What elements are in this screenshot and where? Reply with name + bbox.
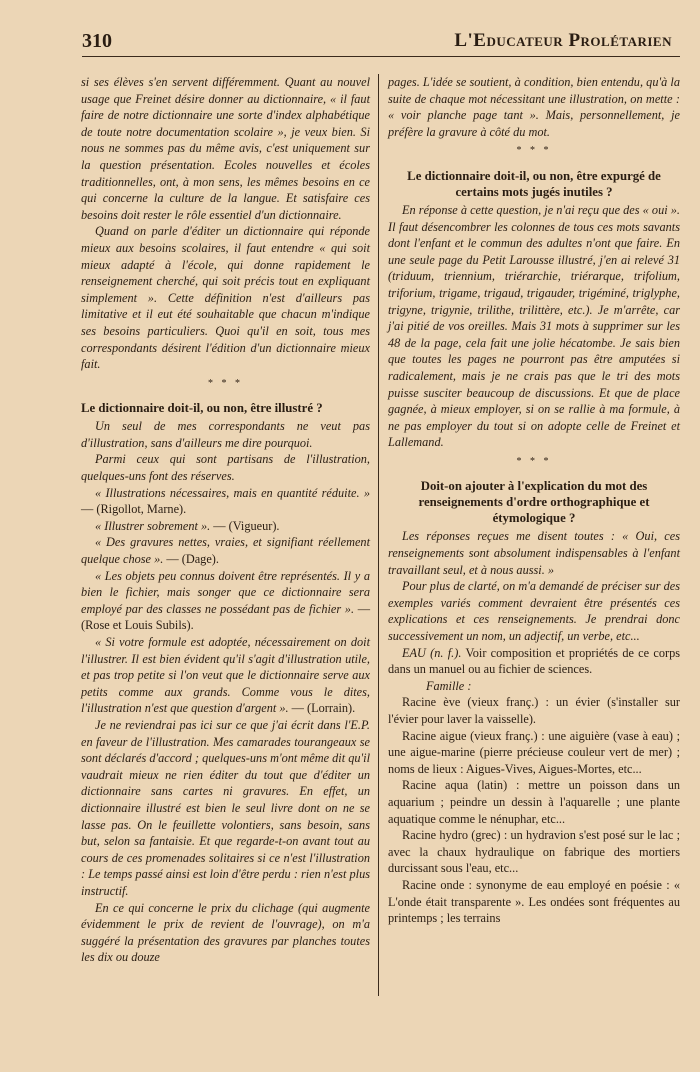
section-separator: * * * <box>516 455 552 467</box>
paragraph: Je ne reviendrai pas ici sur ce que j'ai écrit dans l'E.P. en faveur de l'illustration. Mes camarades tourangeaux se sont déclarés d'accord ; quelques-uns m'ont même dit qu'il vaudrait mieux ne rien éditer du tout que d'éditer un dictionnaire sans cartes ni gravures. En effet, un dictionnaire illustré est bien le seul livre dont on ne se lasse pas. On le feuillette volontiers, sans besoin, sans but, selon sa fantaisie. Et que regarde-t-on avant tout au cours de ces promenades solitaires si ce n'est l'illustration : Le temps passé ainsi est loin d'être perdu : rien n'est plus instructif. <box>81 717 370 898</box>
family-label: Famille : <box>426 678 472 693</box>
paragraph: pages. L'idée se soutient, à condition, bien entendu, qu'à la suite de chaque mot nécessitant une illustration, on mette : « voir planche page tant ». Mais, personnellement, je préfère la gravure à côté du mot. <box>388 75 680 139</box>
quote-source: — (Lorrain). <box>288 701 356 716</box>
section-heading: Le dictionnaire doit-il, ou non, être illustré ? <box>81 401 323 416</box>
paragraph: En ce qui concerne le prix du clichage (qui augmente évidemment le prix de revient de l'ouvrage), on m'a suggéré la présentation des gravures par planches toutes les dix ou douze <box>81 900 370 965</box>
root-entry: Racine ève (vieux franç.) : un évier (s'installer sur l'évier pour laver la vaisselle). <box>388 695 680 726</box>
quote-source: — (Dage). <box>163 552 219 567</box>
column-divider <box>378 74 379 996</box>
entry-word: EAU (n. f.). <box>402 645 462 660</box>
paragraph: Les réponses reçues me disent toutes : « Oui, ces renseignements sont absolument indispensables à l'enfant travaillant seul, et à nous aussi. » <box>388 529 680 577</box>
root-entry: Racine hydro (grec) : un hydravion s'est posé sur le lac ; avec la chaux hydraulique on fabrique des mortiers durcissant sous l'eau, etc... <box>388 828 680 876</box>
right-column <box>388 74 680 927</box>
paragraph: Un seul de mes correspondants ne veut pas d'illustration, sans d'ailleurs me dire pourquoi. <box>81 419 370 450</box>
root-entry: Racine onde : synonyme de eau employé en poésie : « L'onde était transparente ». Les ondées sont fréquentes au printemps ; les terrains <box>388 877 680 926</box>
quote <box>81 634 370 717</box>
quote-text: « Si votre formule est adoptée, nécessairement on doit l'illustrer. Il est bien évident qu'il s'agit d'illustration utile, et pas trop petite si l'on veut que le dictionnaire serve aux petits comme aux grands. Comme vous le dites, l'illustration n'est que question d'argent ». <box>81 635 370 716</box>
section-heading: Le dictionnaire doit-il, ou non, être expurgé de certains mots jugés inutiles ? <box>407 168 661 199</box>
page-number: 310 <box>82 30 112 52</box>
quote <box>81 568 370 634</box>
paragraph: Quand on parle d'éditer un dictionnaire qui réponde mieux aux besoins scolaires, il faut entendre « qui soit mieux adapté à l'école, qui donne rapidement le renseignement cherché, qui soit précis tout en expliquant simplement ». Cette définition n'est d'ailleurs pas limitative et il eut été souhaitable que chacun m'indique ses besoins particuliers. Quoi qu'il en soit, tous mes correspondants désirent l'édition d'un dictionnaire mieux fait. <box>81 224 370 372</box>
quote-text: « Les objets peu connus doivent être représentés. Il y a bien le fichier, mais songer que ce dictionnaire sera employé par des classes ne possédant pas de fichier ». <box>81 568 370 616</box>
root-entry: Racine aqua (latin) : mettre un poisson dans un aquarium ; peindre un dessin à l'aquarelle ; une plante aquatique comme le nénuphar, etc... <box>388 778 680 826</box>
quote-source: — (Rigollot, Marne). <box>81 502 187 517</box>
section-separator: * * * <box>516 145 552 157</box>
section-separator: * * * <box>208 377 243 389</box>
running-title: L'Educateur Prolétarien <box>454 30 672 51</box>
quote-text: « Des gravures nettes, vraies, et signifiant réellement quelque chose ». <box>81 535 370 567</box>
quote <box>81 485 370 518</box>
entry-text: Voir composition et propriétés de ce corps dans un manuel ou au fichier de sciences. <box>388 645 680 677</box>
paragraph: En réponse à cette question, je n'ai reçu que des « oui ». Il faut désencombrer les colonnes de tous ces mots savants dont l'enfant et le commun des adultes n'ont que faire. En une seule page du Petit Larousse illustré, j'en ai relevé 31 (triduum, triennium, triérarchie, triérarque, trifolium, triforium, trigame, trigaud, trigauder, trigéminé, triglyphe, trigyne, trigynie, trilithe, trilittère, etc.). Je m'arrête, car j'ai pitié de vos oreilles. Mais 31 mots à supprimer sur les 48 de la page, cela fait une jolie hécatombe. Je sais bien que toutes les pages ne pourront pas être amputées si radicalement, mais je ne crais pas que le tri des mots puisse susciter beaucoup de discussions. Et que de place gagnée, à mieux employer, si on se rallie à ma formule, à ne pas employer du tout si on adopte celle de Freinet et Lallemand. <box>388 202 680 450</box>
paragraph: Pour plus de clarté, on m'a demandé de préciser sur des exemples variés comment devraient être présentés ces explications et ces renseignements. Je prendrai donc successivement un nom, un adjectif, un verbe, etc... <box>388 579 680 644</box>
page-header <box>82 26 680 57</box>
quote <box>81 518 370 535</box>
quote-text: « Illustrations nécessaires, mais en quantité réduite. » <box>95 485 370 500</box>
paragraph: Parmi ceux qui sont partisans de l'illustration, quelques-uns font des réserves. <box>81 452 370 484</box>
paragraph: si ses élèves s'en servent différemment. Quant au nouvel usage que Freinet désire donner au dictionnaire, « il faut faire de notre dictionnaire une sorte d'index alphabétique de toute notre documentation scolaire », je veux bien. Si nous ne sommes pas du même avis, c'est uniquement sur la question présentation. Ecoles nouvelles et écoles traditionnelles, ont, à mon sens, les mêmes besoins en ce qui concerne la culture de la langue. Et satisfaire ces besoins doit rester le rôle essentiel d'un dictionnaire. <box>81 75 370 222</box>
quote-source: — (Vigueur). <box>210 518 280 533</box>
quote-text: « Illustrer sobrement ». <box>95 518 211 533</box>
root-entry: Racine aigue (vieux franç.) : une aiguière (vase à eau) ; une aigue-marine (pierre précieuse couleur vert de mer) ; noms de lieux : Aigues-Vives, Aigues-Mortes, etc... <box>388 728 680 776</box>
left-column <box>81 74 370 966</box>
quote-source: — (Rose et Louis Subils). <box>81 601 370 633</box>
quote <box>81 534 370 567</box>
dictionary-entry <box>388 645 680 678</box>
section-heading: Doit-on ajouter à l'explication du mot des renseignements d'ordre orthographique et étymologique ? <box>418 479 650 526</box>
